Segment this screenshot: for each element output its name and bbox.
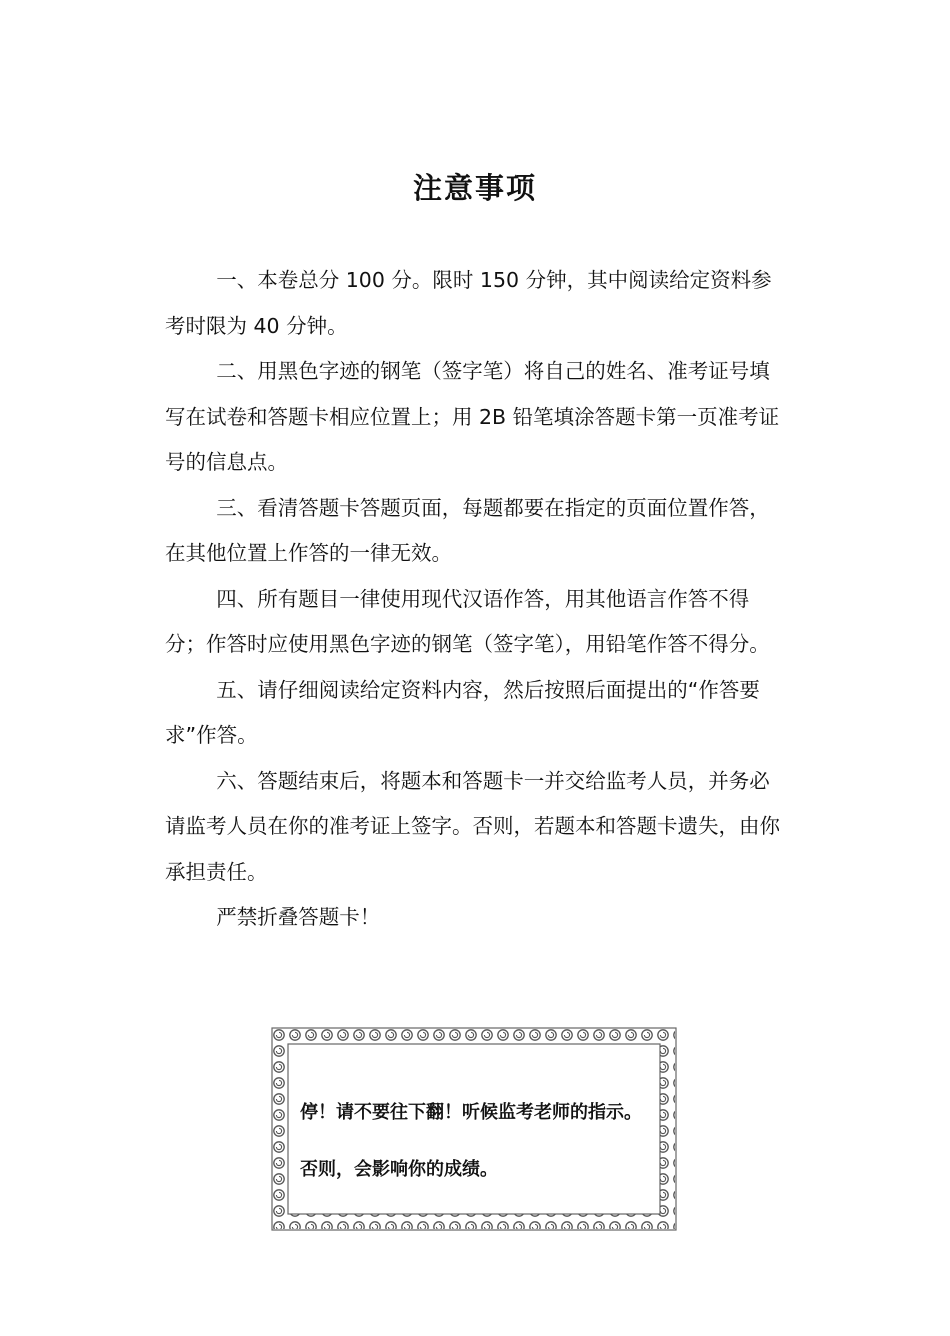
notice-item-2: 二、用黑色字迹的钢笔（签字笔）将自己的姓名、准考证号填写在试卷和答题卡相应位置上；用 2B 铅笔填涂答题卡第一页准考证号的信息点。 [165, 359, 780, 474]
notice-warning: 严禁折叠答题卡！ [216, 905, 381, 929]
notice-item-3: 三、看清答题卡答题页面，每题都要在指定的页面位置作答，在其他位置上作答的一律无效。 [165, 495, 770, 565]
stop-instruction: 停！请不要往下翻！听候监考老师的指示。 [300, 1102, 642, 1123]
notice-list [165, 258, 789, 941]
ornamental-border [271, 1027, 677, 1231]
notice-item-1: 一、本卷总分 100 分。限时 150 分钟，其中阅读给定资料参考时限为 40 分钟。 [165, 268, 772, 338]
notice-item-4: 四、所有题目一律使用现代汉语作答，用其他语言作答不得分；作答时应使用黑色字迹的钢笔（签字笔），用铅笔作答不得分。 [165, 586, 770, 656]
notice-item-5: 五、请仔细阅读给定资料内容，然后按照后面提出的“作答要求”作答。 [165, 677, 760, 747]
page-title: 注意事项 [412, 171, 537, 205]
stop-consequence: 否则，会影响你的成绩。 [300, 1159, 498, 1180]
notice-item-6: 六、答题结束后，将题本和答题卡一并交给监考人员，并务必请监考人员在你的准考证上签字。否则，若题本和答题卡遗失，由你承担责任。 [165, 768, 780, 884]
stop-notice-box [271, 1027, 677, 1231]
